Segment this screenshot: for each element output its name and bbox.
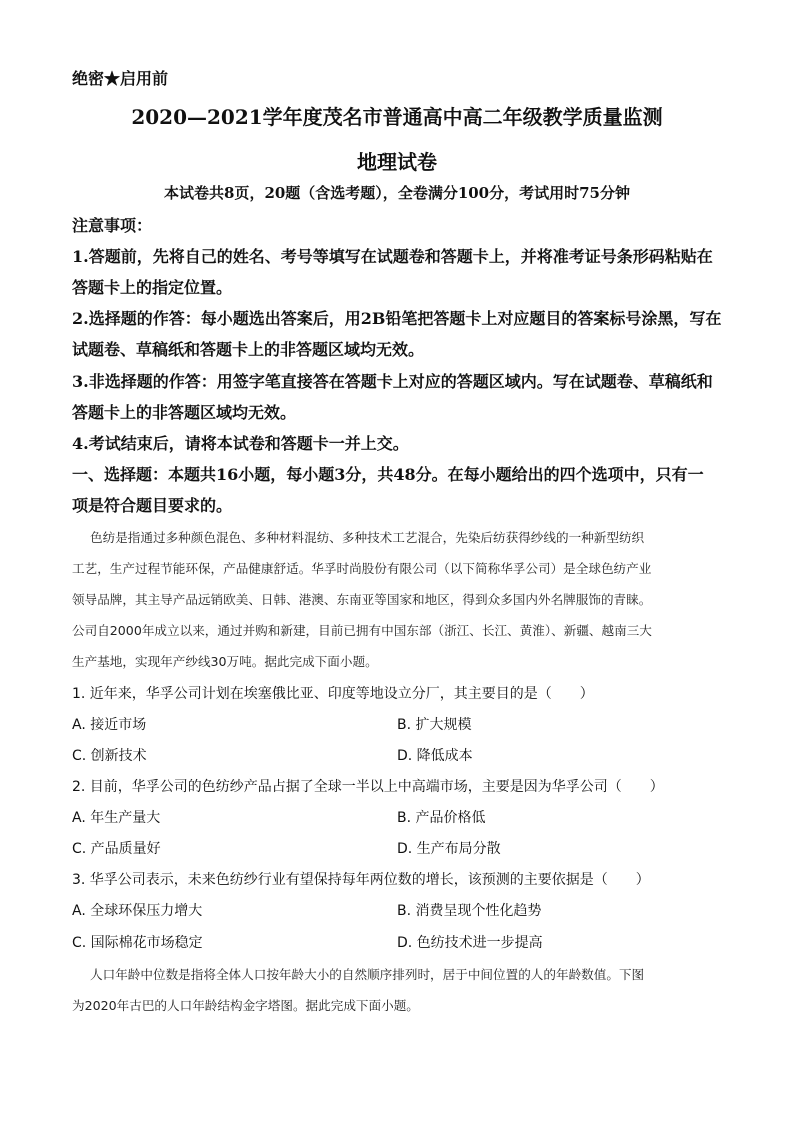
question-stem: 1. 近年来，华孚公司计划在埃塞俄比亚、印度等地设立分厂，其主要目的是（ ） [72, 686, 594, 702]
answer-option: D. 生产布局分散 [397, 841, 501, 857]
answer-option: A. 接近市场 [72, 717, 147, 733]
notice-line: 1.答题前，先将自己的姓名、考号等填写在试题卷和答题卡上，并将准考证号条形码粘贴在 [72, 247, 713, 266]
answer-option: B. 扩大规模 [397, 717, 472, 733]
passage-line: 公司自2000年成立以来，通过并购和新建，目前已拥有中国东部（浙江、长江、黄淮）、新疆、越南三大 [72, 623, 652, 638]
notice-heading: 注意事项： [72, 216, 153, 235]
exam-title: 2020—2021学年度茂名市普通高中高二年级教学质量监测 [131, 105, 663, 129]
question-stem: 3. 华孚公司表示，未来色纺纱行业有望保持每年两位数的增长，该预测的主要依据是（ ） [72, 872, 650, 888]
passage-line: 为2020年古巴的人口年龄结构金字塔图。据此完成下面小题。 [72, 998, 419, 1013]
passage-line: 色纺是指通过多种颜色混色、多种材料混纺、多种技术工艺混合，先染后纺获得纱线的一种新型纺织 [90, 530, 645, 545]
notice-line: 答题卡上的非答题区域均无效。 [72, 403, 297, 422]
subject-title: 地理试卷 [357, 150, 437, 174]
section-heading: 一、选择题：本题共16小题，每小题3分，共48分。在每小题给出的四个选项中，只有一 [72, 465, 704, 484]
notice-line: 试题卷、草稿纸和答题卡上的非答题区域均无效。 [72, 340, 425, 359]
passage-line: 工艺，生产过程节能环保，产品健康舒适。华孚时尚股份有限公司（以下简称华孚公司）是全球色纺产业 [72, 561, 652, 576]
answer-option: B. 产品价格低 [397, 810, 486, 826]
answer-option: B. 消费呈现个性化趋势 [397, 903, 542, 919]
answer-option: C. 产品质量好 [72, 841, 161, 857]
exam-info: 本试卷共8页，20题（含选考题），全卷满分100分，考试用时75分钟 [164, 184, 630, 202]
answer-option: A. 全球环保压力增大 [72, 903, 203, 919]
section-heading: 项是符合题目要求的。 [72, 496, 233, 515]
notice-line: 3.非选择题的作答：用签字笔直接答在答题卡上对应的答题区域内。写在试题卷、草稿纸和 [72, 372, 713, 391]
passage-line: 领导品牌，其主导产品远销欧美、日韩、港澳、东南亚等国家和地区，得到众多国内外名牌服饰的青睐。 [72, 592, 652, 607]
answer-option: A. 年生产量大 [72, 810, 161, 826]
passage-line: 人口年龄中位数是指将全体人口按年龄大小的自然顺序排列时，居于中间位置的人的年龄数值。下图 [90, 967, 645, 982]
notice-line: 4.考试结束后，请将本试卷和答题卡一并上交。 [72, 434, 409, 453]
passage-line: 生产基地，实现年产纱线30万吨。据此完成下面小题。 [72, 654, 378, 669]
answer-option: D. 降低成本 [397, 748, 473, 764]
answer-option: D. 色纺技术进一步提高 [397, 935, 543, 951]
confidential-label: 绝密★启用前 [72, 69, 169, 88]
notice-line: 2.选择题的作答：每小题选出答案后，用2B铅笔把答题卡上对应题目的答案标号涂黑，写在 [72, 309, 722, 328]
answer-option: C. 创新技术 [72, 748, 147, 764]
question-stem: 2. 目前，华孚公司的色纺纱产品占据了全球一半以上中高端市场，主要是因为华孚公司（ ） [72, 779, 664, 795]
answer-option: C. 国际棉花市场稳定 [72, 935, 203, 951]
notice-line: 答题卡上的指定位置。 [72, 278, 233, 297]
